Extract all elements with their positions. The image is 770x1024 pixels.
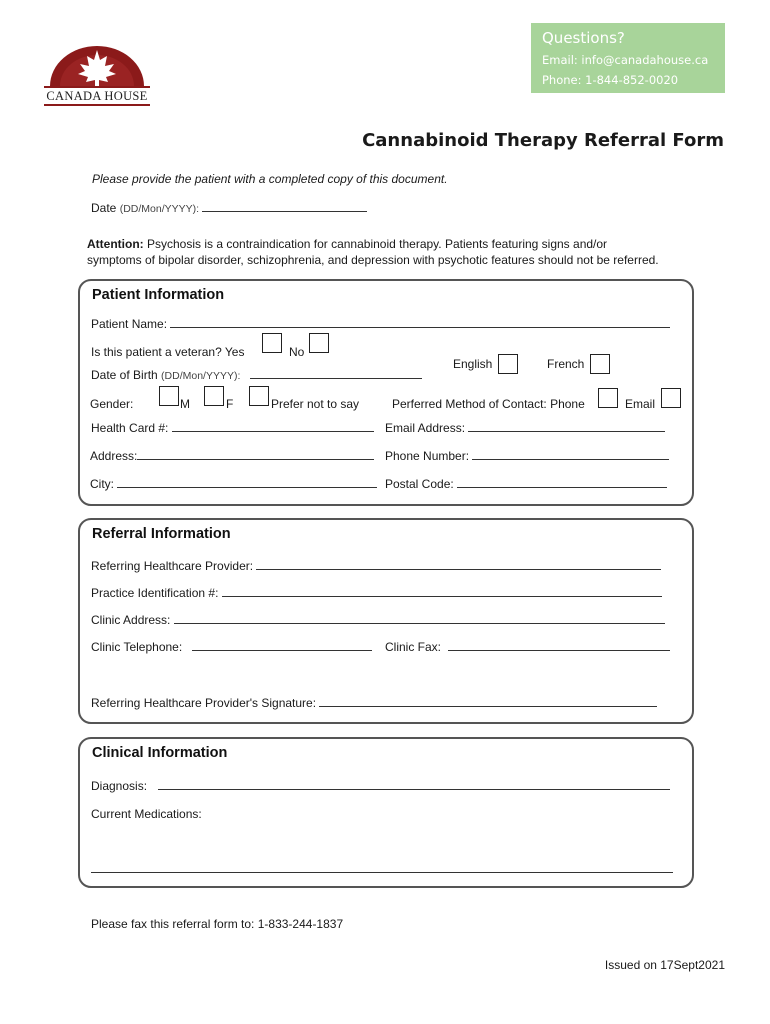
patient-name-row	[91, 317, 670, 331]
veteran-no-label: No	[289, 345, 305, 359]
date-label: Date	[91, 201, 117, 215]
questions-title: Questions?	[542, 29, 625, 47]
practice-id-label: Practice Identification #:	[91, 586, 219, 600]
clinic-address-row	[91, 613, 665, 627]
veteran-label: Is this patient a veteran?	[91, 345, 222, 359]
signature-row	[91, 696, 657, 710]
postal-code-row	[385, 477, 667, 491]
gender-label: Gender:	[90, 397, 134, 411]
fax-instruction: Please fax this referral form to: 1-833-244-1837	[91, 917, 344, 931]
language-french-label: French	[547, 357, 585, 371]
referral-section-title: Referral Information	[92, 526, 231, 542]
date-format: (DD/Mon/YYYY):	[119, 203, 200, 215]
dob-field[interactable]	[250, 368, 422, 379]
questions-box	[531, 23, 725, 93]
practice-id-field[interactable]	[222, 586, 662, 597]
address-field[interactable]	[137, 449, 374, 460]
referral-information-section	[78, 518, 694, 724]
clinic-fax-row	[385, 640, 670, 654]
attention-text-1: Psychosis is a contraindication for cannabinoid therapy. Patients featuring signs and/or	[147, 237, 608, 251]
medications-label: Current Medications:	[91, 807, 202, 821]
email-address-field[interactable]	[468, 421, 665, 432]
veteran-row	[91, 345, 244, 359]
phone-number-label: Phone Number:	[385, 449, 470, 463]
gender-f-label: F	[226, 397, 234, 411]
email-address-label: Email Address:	[385, 421, 466, 435]
clinic-address-label: Clinic Address:	[91, 613, 171, 627]
clinic-address-field[interactable]	[174, 613, 665, 624]
practice-id-row	[91, 586, 662, 600]
patient-name-field[interactable]	[170, 317, 670, 328]
clinic-telephone-row	[91, 640, 372, 654]
veteran-no-checkbox[interactable]	[309, 333, 329, 353]
address-row	[90, 449, 374, 463]
date-field[interactable]	[202, 201, 367, 212]
gender-other-checkbox[interactable]	[249, 386, 269, 406]
dob-row	[91, 368, 422, 382]
clinical-information-section	[78, 737, 694, 888]
clinic-fax-field[interactable]	[448, 640, 670, 651]
provider-field[interactable]	[256, 559, 661, 570]
dob-label: Date of Birth	[91, 368, 158, 382]
medications-field[interactable]	[91, 862, 673, 873]
patient-name-label: Patient Name:	[91, 317, 168, 331]
contact-method-label: Perferred Method of Contact: Phone	[392, 397, 585, 411]
clinic-telephone-field[interactable]	[192, 640, 372, 651]
email-address-row	[385, 421, 665, 435]
gender-m-label: M	[180, 397, 190, 411]
form-title: Cannabinoid Therapy Referral Form	[362, 130, 724, 151]
postal-code-label: Postal Code:	[385, 477, 454, 491]
phone-number-row	[385, 449, 669, 463]
gender-f-checkbox[interactable]	[204, 386, 224, 406]
health-card-label: Health Card #:	[91, 421, 169, 435]
city-row	[90, 477, 377, 491]
diagnosis-field[interactable]	[158, 779, 670, 790]
logo-wordmark: CANADA HOUSE	[44, 86, 150, 106]
address-label: Address:	[90, 449, 138, 463]
city-label: City:	[90, 477, 114, 491]
phone-number-field[interactable]	[472, 449, 669, 460]
city-field[interactable]	[117, 477, 377, 488]
patient-information-section	[78, 279, 694, 506]
clinical-section-title: Clinical Information	[92, 745, 228, 761]
veteran-yes-label: Yes	[224, 345, 245, 359]
health-card-field[interactable]	[172, 421, 374, 432]
medications-row	[91, 862, 673, 876]
clinic-telephone-label: Clinic Telephone:	[91, 640, 183, 654]
questions-email[interactable]: Email: info@canadahouse.ca	[542, 53, 709, 67]
contact-phone-checkbox[interactable]	[598, 388, 618, 408]
diagnosis-label: Diagnosis:	[91, 779, 148, 793]
questions-phone[interactable]: Phone: 1-844-852-0020	[542, 73, 679, 87]
language-english-checkbox[interactable]	[498, 354, 518, 374]
language-english-label: English	[453, 357, 493, 371]
signature-field[interactable]	[319, 696, 657, 707]
attention-text-2: symptoms of bipolar disorder, schizophrenia, and depression with psychotic features should not be referred.	[87, 253, 659, 267]
dob-format: (DD/Mon/YYYY):	[161, 370, 241, 382]
gender-m-checkbox[interactable]	[159, 386, 179, 406]
contact-email-checkbox[interactable]	[661, 388, 681, 408]
provider-label: Referring Healthcare Provider:	[91, 559, 254, 573]
health-card-row	[91, 421, 374, 435]
instruction-text: Please provide the patient with a completed copy of this document.	[92, 172, 448, 186]
clinic-fax-label: Clinic Fax:	[385, 640, 442, 654]
gender-other-label: Prefer not to say	[271, 397, 360, 411]
date-row	[91, 201, 367, 215]
postal-code-field[interactable]	[457, 477, 667, 488]
attention-label: Attention:	[87, 237, 144, 251]
diagnosis-row	[91, 779, 670, 793]
veteran-yes-checkbox[interactable]	[262, 333, 282, 353]
contact-email-label: Email	[625, 397, 656, 411]
provider-row	[91, 559, 661, 573]
signature-label: Referring Healthcare Provider's Signature:	[91, 696, 317, 710]
issued-date: Issued on 17Sept2021	[604, 958, 725, 972]
attention-line-1	[87, 237, 607, 251]
patient-section-title: Patient Information	[92, 287, 225, 303]
language-french-checkbox[interactable]	[590, 354, 610, 374]
